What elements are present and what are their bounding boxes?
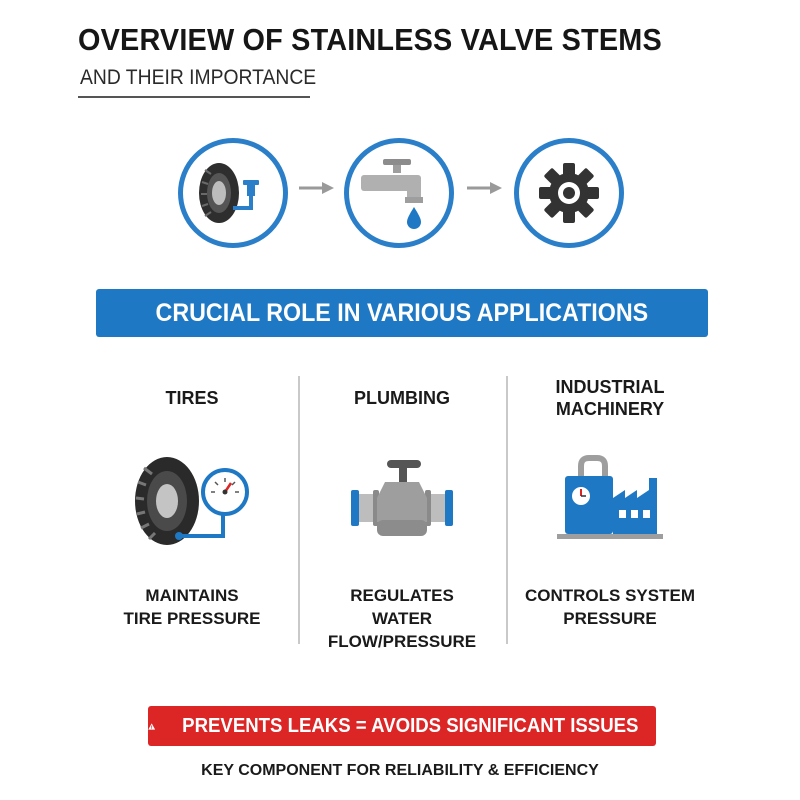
banner-text: CRUCIAL ROLE IN VARIOUS APPLICATIONS <box>155 298 649 327</box>
faucet-drop-icon <box>359 155 439 231</box>
application-description: CONTROLS SYSTEM PRESSURE <box>524 586 695 628</box>
column-divider <box>506 376 508 644</box>
page-subtitle: AND THEIR IMPORTANCE <box>80 66 317 89</box>
tire-valve-icon <box>193 158 273 228</box>
warning-triangle-icon <box>148 713 155 740</box>
application-description: MAINTAINS TIRE PRESSURE <box>123 586 261 628</box>
warning-banner <box>148 706 656 746</box>
flow-step-faucet <box>344 138 454 248</box>
application-title: INDUSTRIAL MACHINERY <box>555 377 665 419</box>
application-title: TIRES <box>165 388 219 408</box>
warning-text: PREVENTS LEAKS = AVOIDS SIGNIFICANT ISSUES <box>182 714 639 737</box>
application-column-industrial <box>510 372 710 642</box>
arrow-right-icon <box>298 180 336 196</box>
gear-icon <box>537 161 601 225</box>
application-column-tires <box>92 372 292 642</box>
footer-tagline: KEY COMPONENT FOR RELIABILITY & EFFICIENCY <box>201 762 599 779</box>
application-description: REGULATES WATER FLOW/PRESSURE <box>327 586 477 651</box>
pipe-valve-icon <box>347 454 457 544</box>
application-column-plumbing <box>302 372 502 651</box>
application-title: PLUMBING <box>354 388 450 408</box>
flow-step-gear <box>514 138 624 248</box>
factory-machinery-icon <box>555 454 665 544</box>
applications-banner <box>96 289 708 337</box>
arrow-right-icon <box>466 180 504 196</box>
page-title: OVERVIEW OF STAINLESS VALVE STEMS <box>78 22 662 57</box>
flow-step-tire <box>178 138 288 248</box>
subtitle-underline <box>78 96 310 98</box>
tire-pressure-gauge-icon <box>127 454 257 549</box>
column-divider <box>298 376 300 644</box>
